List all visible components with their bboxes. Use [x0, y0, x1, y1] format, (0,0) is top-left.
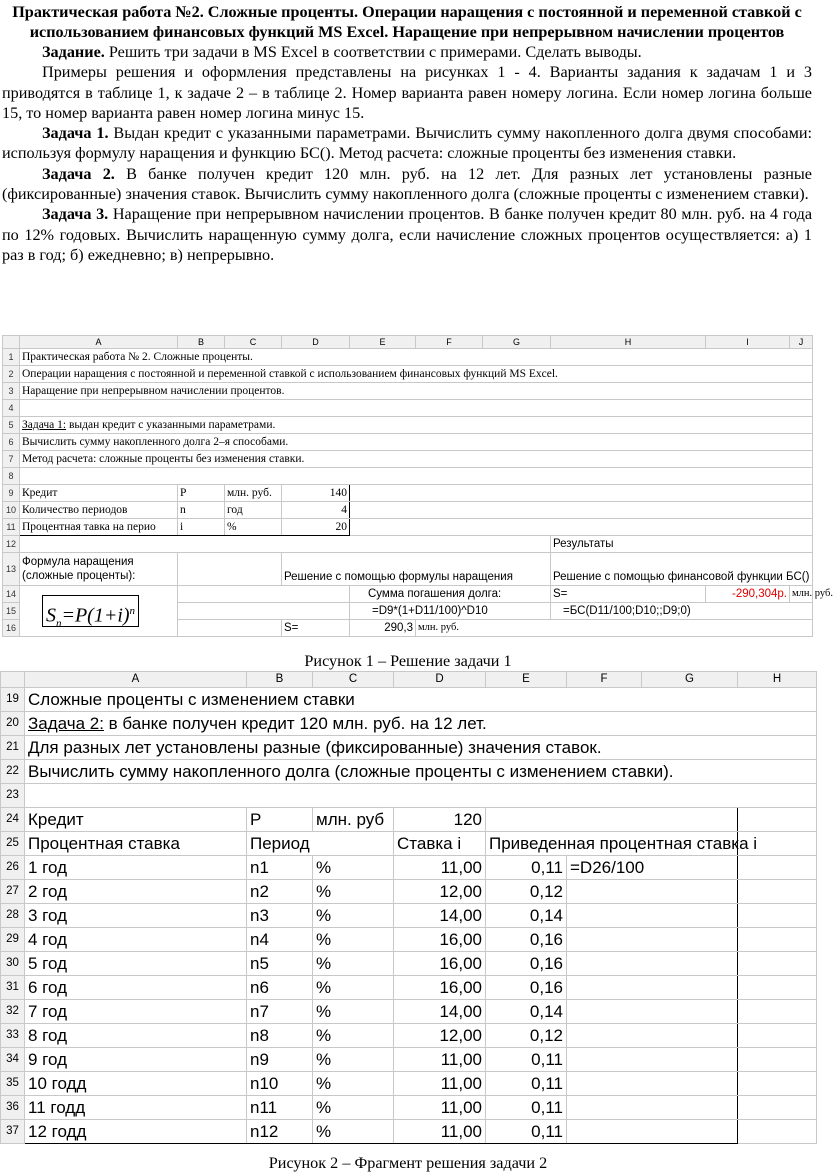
task-label: Задание. [42, 43, 105, 61]
rate-cell[interactable]: 14,00 [394, 904, 486, 928]
sheet-row: 13 Формула наращения (сложные проценты): Решение с помощью формулы наращения Решение с помощью финансовой функции БС() [3, 553, 813, 586]
cell-d25[interactable]: Ставка i [394, 832, 486, 856]
empty-cell[interactable] [738, 976, 817, 1000]
row-number[interactable]: 28 [1, 904, 25, 928]
cell-a11[interactable]: Процентная тавка на перио [20, 519, 178, 536]
cell-a25[interactable]: Процентная ставка [25, 832, 247, 856]
rate-period-cell[interactable]: 3 год [25, 904, 247, 928]
rate-cell[interactable]: 11,00 [394, 856, 486, 880]
table-row [1, 1096, 817, 1120]
unit-cell[interactable]: % [313, 1024, 394, 1048]
table-row [1, 952, 817, 976]
column-header-c[interactable]: C [313, 672, 394, 688]
unit-cell[interactable]: % [313, 928, 394, 952]
cell-a19[interactable]: Сложные проценты с изменением ставки [25, 688, 817, 712]
row-number[interactable]: 31 [1, 976, 25, 1000]
formula-cell[interactable] [567, 880, 738, 904]
sheet-row: 6 Вычислить сумму накопленного долга 2–я способами. [3, 434, 813, 451]
cell-a21[interactable]: Для разных лет установлены разные (фиксированные) значения ставок. [25, 736, 817, 760]
spreadsheet-grid-1 [2, 335, 833, 637]
reduced-rate-cell[interactable]: 0,12 [486, 880, 567, 904]
row-number[interactable]: 30 [1, 952, 25, 976]
cell-h12[interactable]: Результаты [551, 536, 813, 553]
sheet-row: 3 Наращение при непрерывном начислении процентов. [3, 383, 813, 400]
empty-cell[interactable] [738, 880, 817, 904]
period-cell[interactable]: n9 [247, 1048, 313, 1072]
cell-e15[interactable]: =D9*(1+D11/100)^D10 [350, 603, 551, 620]
cell-b25[interactable]: Период [247, 832, 394, 856]
period-cell[interactable]: n5 [247, 952, 313, 976]
rate-period-cell[interactable]: 2 год [25, 880, 247, 904]
column-header-f[interactable]: F [416, 336, 483, 349]
cell-a22[interactable]: Вычислить сумму накопленного долга (сложные проценты с изменением ставки). [25, 760, 817, 784]
task2-text: В банке получен кредит 120 млн. руб. на 12 лет. Для разных лет установлены разные (фиксированные) значения ставок. Вычислить сумму накопленного долга (сложные проценты с изменением ставки). [2, 164, 812, 204]
formula-cell[interactable] [567, 952, 738, 976]
unit-cell[interactable]: % [313, 856, 394, 880]
table-row [1, 1024, 817, 1048]
empty-cell[interactable] [738, 856, 817, 880]
rate-period-cell[interactable]: 9 год [25, 1048, 247, 1072]
table-row [1, 856, 817, 880]
cell-a20[interactable]: Задача 2: в банке получен кредит 120 млн. руб. на 12 лет. [25, 712, 817, 736]
cell-e14[interactable]: Сумма погашения долга: [350, 586, 551, 603]
sheet-row: 16 S= 290,3 млн. руб. [3, 620, 813, 637]
empty-cell[interactable] [738, 1096, 817, 1120]
reduced-rate-cell[interactable]: 0,16 [486, 928, 567, 952]
row-number[interactable]: 34 [1, 1048, 25, 1072]
cell-a5[interactable]: Задача 1: выдан кредит с указанными параметрами. [20, 417, 813, 434]
cell-e16[interactable]: 290,3 [350, 620, 416, 637]
formula-cell[interactable] [567, 928, 738, 952]
column-header-h[interactable]: H [551, 336, 706, 349]
cell-b24[interactable]: P [247, 808, 313, 832]
sheet-row: 8 [3, 468, 813, 485]
cell-c24[interactable]: млн. руб [313, 808, 394, 832]
cell-c11[interactable]: % [225, 519, 282, 536]
unit-cell[interactable]: % [313, 1096, 394, 1120]
cell-b10[interactable]: n [178, 502, 225, 519]
task1-label: Задача 1. [42, 124, 109, 143]
column-header-a[interactable]: A [20, 336, 178, 349]
table-row [1, 880, 817, 904]
formula-cell[interactable] [567, 1072, 738, 1096]
figure-1-caption: Рисунок 1 – Решение задачи 1 [304, 652, 512, 670]
sheet-row: 1 Практическая работа № 2. Сложные проценты. [3, 349, 813, 366]
cell-a7[interactable]: Метод расчета: сложные проценты без изменения ставки. [20, 451, 813, 468]
sheet-row: 21 Для разных лет установлены разные (фиксированные) значения ставок. [1, 736, 817, 760]
column-header-a[interactable]: A [25, 672, 247, 688]
task1-text: Выдан кредит с указанными параметрами. Вычислить сумму накопленного долга двумя способами: используя формулу наращения и функцию БС(). Метод расчета: сложные проценты без изменения ставки. [2, 124, 812, 163]
row-number[interactable]: 36 [1, 1096, 25, 1120]
sheet-row: 12 Результаты [3, 536, 813, 553]
formula-image-cell [20, 586, 178, 637]
cell-a6[interactable]: Вычислить сумму накопленного долга 2–я способами. [20, 434, 813, 451]
reduced-rate-cell[interactable]: 0,11 [486, 1048, 567, 1072]
task1-label-cell: Задача 1: [22, 419, 67, 431]
sheet-row: 11 Процентная тавка на перио i % 20 [3, 519, 813, 536]
unit-cell[interactable]: % [313, 1000, 394, 1024]
unit-cell[interactable]: % [313, 952, 394, 976]
rate-cell[interactable]: 16,00 [394, 952, 486, 976]
corner-cell[interactable] [3, 336, 20, 349]
column-header-c[interactable]: C [225, 336, 282, 349]
cell-h14[interactable]: S= [551, 586, 706, 603]
rate-cell[interactable]: 11,00 [394, 1048, 486, 1072]
page-title: Практическая работа №2. Сложные проценты. Операции наращения с постоянной и переменной ставкой с использованием финансовых функций MS Excel. Наращение при непрерывном начислении процентов [12, 3, 802, 41]
rate-cell[interactable]: 12,00 [394, 1024, 486, 1048]
examples-paragraph: Примеры решения и оформления представлены на рисунках 1 - 4. Варианты задания к задачам 1 и 3 приводятся в таблице 1, к задаче 2 – в таблице 2. Номер варианта равен номеру логина. Если номер логина больше 15, то номер варианта равен номер логина минус 15. [2, 63, 812, 122]
column-header-row [3, 336, 813, 349]
table-row [1, 904, 817, 928]
cell-i14[interactable]: -290,304р. [706, 586, 790, 603]
formula-cell[interactable] [567, 1000, 738, 1024]
empty-cell[interactable] [738, 1000, 817, 1024]
task-paragraph [2, 42, 812, 62]
column-header-d[interactable]: D [394, 672, 486, 688]
cell-f16[interactable]: млн. руб. [416, 620, 813, 637]
cell-a9[interactable]: Кредит [20, 485, 178, 502]
column-header-h[interactable]: H [738, 672, 817, 688]
sheet-row: 22 Вычислить сумму накопленного долга (сложные проценты с изменением ставки). [1, 760, 817, 784]
period-cell[interactable]: n1 [247, 856, 313, 880]
formula-cell[interactable] [567, 1120, 738, 1144]
task-text: Решить три задачи в MS Excel в соответствии с примерами. Сделать выводы. [108, 43, 642, 61]
period-cell[interactable]: n3 [247, 904, 313, 928]
table-row [1, 1000, 817, 1024]
empty-cell[interactable] [738, 928, 817, 952]
sheet-row: 25 Процентная ставка Период Ставка i Приведенная процентная ставка i [1, 832, 817, 856]
formula-cell[interactable] [567, 1048, 738, 1072]
cell-a24[interactable]: Кредит [25, 808, 247, 832]
sheet-row: 19 Сложные проценты с изменением ставки [1, 688, 817, 712]
rate-period-cell[interactable]: 4 год [25, 928, 247, 952]
reduced-rate-cell[interactable]: 0,16 [486, 976, 567, 1000]
sheet-row: 23 [1, 784, 817, 808]
spreadsheet-grid-2 [0, 671, 817, 1144]
task3-text: Наращение при непрерывном начислении процентов. В банке получен кредит 80 млн. руб. на 4 года по 12% годовых. Вычислить наращенную сумму долга, если начисление сложных процентов осуществляется: а) 1 раз в год; б) ежедневно; в) непрерывно. [2, 205, 813, 264]
row-number[interactable]: 33 [1, 1024, 25, 1048]
cell-d9[interactable]: 140 [282, 485, 350, 502]
table-row [1, 928, 817, 952]
period-cell[interactable]: n6 [247, 976, 313, 1000]
rate-period-cell[interactable]: 11 годд [25, 1096, 247, 1120]
sheet-row: 20 Задача 2: в банке получен кредит 120 млн. руб. на 12 лет. [1, 712, 817, 736]
cell-b9[interactable]: P [178, 485, 225, 502]
empty-cell[interactable] [738, 1072, 817, 1096]
task3-label: Задача 3. [42, 205, 109, 224]
rate-period-cell[interactable]: 10 годд [25, 1072, 247, 1096]
rate-rows [1, 856, 817, 1144]
column-header-b[interactable]: B [178, 336, 225, 349]
rate-period-cell[interactable]: 8 год [25, 1024, 247, 1048]
formula-cell[interactable] [567, 1096, 738, 1120]
column-header-f[interactable]: F [567, 672, 642, 688]
spreadsheet-figure-1 [2, 335, 833, 637]
reduced-rate-cell[interactable]: 0,11 [486, 856, 567, 880]
reduced-rate-cell[interactable]: 0,14 [486, 1000, 567, 1024]
sheet-row: 9 Кредит P млн. руб. 140 [3, 485, 813, 502]
empty-cell[interactable] [738, 1120, 817, 1144]
period-cell[interactable]: n4 [247, 928, 313, 952]
row-number[interactable]: 26 [1, 856, 25, 880]
column-header-g[interactable]: G [642, 672, 738, 688]
task1-paragraph [2, 123, 812, 164]
period-cell[interactable]: n8 [247, 1024, 313, 1048]
unit-cell[interactable]: % [313, 1120, 394, 1144]
row-number[interactable]: 29 [1, 928, 25, 952]
cell-j14[interactable]: млн. руб. [790, 586, 813, 603]
unit-cell[interactable]: % [313, 904, 394, 928]
row-number[interactable]: 37 [1, 1120, 25, 1144]
table-row [1, 1072, 817, 1096]
period-cell[interactable]: n2 [247, 880, 313, 904]
column-header-g[interactable]: G [483, 336, 551, 349]
formula-cell[interactable] [567, 976, 738, 1000]
formula-cell[interactable] [567, 1024, 738, 1048]
cell-h13[interactable]: Решение с помощью финансовой функции БС() [551, 553, 813, 586]
reduced-rate-cell[interactable]: 0,11 [486, 1120, 567, 1144]
sheet-row: 10 Количество периодов n год 4 [3, 502, 813, 519]
empty-cell[interactable] [738, 1048, 817, 1072]
table-row [1, 1048, 817, 1072]
formula-cell[interactable]: =D26/100 [567, 856, 738, 880]
cell-d13[interactable]: Решение с помощью формулы наращения [282, 553, 551, 586]
reduced-rate-cell[interactable]: 0,11 [486, 1072, 567, 1096]
unit-cell[interactable]: % [313, 1048, 394, 1072]
cell-d11[interactable]: 20 [282, 519, 350, 536]
table-row [1, 1120, 817, 1144]
cell-c9[interactable]: млн. руб. [225, 485, 282, 502]
rate-cell[interactable]: 16,00 [394, 928, 486, 952]
cell-i15[interactable]: =БС(D11/100;D10;;D9;0) [551, 603, 813, 620]
task2-label: Задача 2. [42, 164, 115, 183]
cell-a3[interactable]: Наращение при непрерывном начислении процентов. [20, 383, 813, 400]
sheet-row: 24 Кредит P млн. руб 120 [1, 808, 817, 832]
sheet-row: 5 Задача 1: выдан кредит с указанными параметрами. [3, 417, 813, 434]
column-header-i[interactable]: I [706, 336, 790, 349]
period-cell[interactable]: n7 [247, 1000, 313, 1024]
column-header-j[interactable]: J [790, 336, 813, 349]
column-header-b[interactable]: B [247, 672, 313, 688]
sheet-row: 2 Операции наращения с постоянной и переменной ставкой с использованием финансовых функций MS Excel. [3, 366, 813, 383]
cell-d24[interactable]: 120 [394, 808, 486, 832]
compound-interest-formula: $S_n=P(1+i)^n$ [42, 595, 139, 627]
empty-cell[interactable] [738, 1024, 817, 1048]
reduced-rate-cell[interactable]: 0,11 [486, 1096, 567, 1120]
corner-cell[interactable] [1, 672, 25, 688]
cell-a2[interactable]: Операции наращения с постоянной и переменной ставкой с использованием финансовых функций MS Excel. [20, 366, 813, 383]
rate-period-cell[interactable]: 7 год [25, 1000, 247, 1024]
reduced-rate-cell[interactable]: 0,16 [486, 952, 567, 976]
row-number[interactable]: 35 [1, 1072, 25, 1096]
formula-cell[interactable] [567, 904, 738, 928]
sheet-row: 15 =D9*(1+D11/100)^D10 =БС(D11/100;D10;;D9;0) [3, 603, 813, 620]
task3-paragraph [2, 204, 812, 265]
sheet-row: 7 Метод расчета: сложные проценты без изменения ставки. [3, 451, 813, 468]
rate-period-cell[interactable]: 5 год [25, 952, 247, 976]
unit-cell[interactable]: % [313, 976, 394, 1000]
spreadsheet-figure-2 [0, 671, 816, 1144]
empty-cell[interactable] [738, 952, 817, 976]
document-page [0, 2, 816, 265]
sheet-row: 14 $S_n=P(1+i)^n$ Сумма погашения долга: S= -290,304р. млн. руб. [3, 586, 813, 603]
cell-a13[interactable]: Формула наращения (сложные проценты): [20, 553, 178, 586]
unit-cell[interactable]: % [313, 880, 394, 904]
rate-period-cell[interactable]: 6 год [25, 976, 247, 1000]
period-cell[interactable]: n12 [247, 1120, 313, 1144]
unit-cell[interactable]: % [313, 1072, 394, 1096]
row-number[interactable]: 27 [1, 880, 25, 904]
cell-b11[interactable]: i [178, 519, 225, 536]
period-cell[interactable]: n11 [247, 1096, 313, 1120]
cell-a10[interactable]: Количество периодов [20, 502, 178, 519]
row-number[interactable]: 32 [1, 1000, 25, 1024]
rate-period-cell[interactable]: 1 год [25, 856, 247, 880]
reduced-rate-cell[interactable]: 0,14 [486, 904, 567, 928]
reduced-rate-cell[interactable]: 0,12 [486, 1024, 567, 1048]
rate-period-cell[interactable]: 12 годд [25, 1120, 247, 1144]
cell-c10[interactable]: год [225, 502, 282, 519]
column-header-row [1, 672, 817, 688]
rate-cell[interactable]: 11,00 [394, 1096, 486, 1120]
cell-d16[interactable]: S= [282, 620, 350, 637]
table-row [1, 976, 817, 1000]
task2-paragraph [2, 164, 812, 205]
figure-2-caption: Рисунок 2 – Фрагмент решения задачи 2 [268, 1154, 548, 1172]
rate-cell[interactable]: 11,00 [394, 1120, 486, 1144]
period-cell[interactable]: n10 [247, 1072, 313, 1096]
column-header-d[interactable]: D [282, 336, 350, 349]
rate-cell[interactable]: 14,00 [394, 1000, 486, 1024]
sheet-row: 4 [3, 400, 813, 417]
rate-cell[interactable]: 16,00 [394, 976, 486, 1000]
cell-d10[interactable]: 4 [282, 502, 350, 519]
column-header-e[interactable]: E [350, 336, 416, 349]
column-header-e[interactable]: E [486, 672, 567, 688]
rate-cell[interactable]: 11,00 [394, 1072, 486, 1096]
rate-cell[interactable]: 12,00 [394, 880, 486, 904]
empty-cell[interactable] [738, 904, 817, 928]
cell-a1[interactable]: Практическая работа № 2. Сложные проценты. [20, 349, 813, 366]
cell-e25[interactable]: Приведенная процентная ставка i [486, 832, 738, 856]
